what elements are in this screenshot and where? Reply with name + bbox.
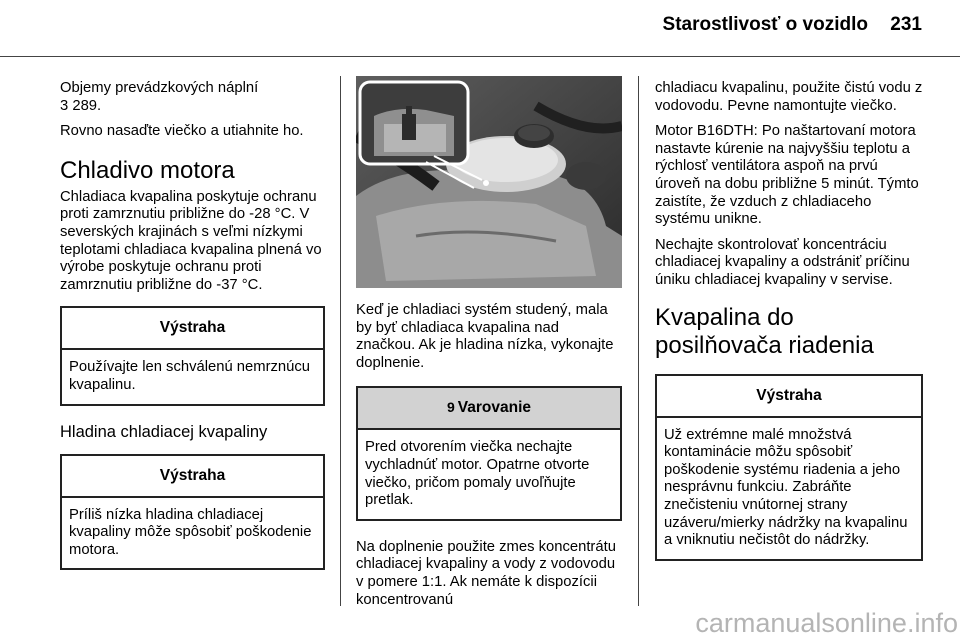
warning-box-cap	[356, 386, 622, 520]
caution-box-title: Výstraha	[62, 456, 323, 498]
caution-box-text: Už extrémne malé množstvá kontaminácie môžu spôsobiť poškodenie systému riadenia a jeho nesprávnu funkciu. Zabráňte znečisteniu vnútornej strany uzáveru/mierky nádržky na kvapalinu a vniknutiu nečistôt do nádržky.	[664, 426, 908, 549]
header-divider	[0, 56, 960, 57]
page-number: 231	[890, 14, 922, 35]
intro-paragraph-1	[60, 80, 325, 115]
caution-box-low-level	[60, 454, 325, 571]
concentration-check: Nechajte skontrolovať koncentráciu chladiacej kvapaliny a odstrániť príčinu úniku chladiacej kvapaliny v servise.	[655, 236, 910, 288]
intro-text: Objemy prevádzkových náplní	[60, 80, 259, 96]
engine-bay-photo	[356, 76, 622, 288]
coolant-description: Chladiaca kvapalina poskytuje ochranu proti zamrznutiu približne do -28 °C. V severských krajinách s veľmi nízkymi teplotami chladiaca kvapalina plnená vo výrobe poskytuje ochranu proti zamrznutiu približne do -37 °C.	[60, 188, 322, 293]
caution-box-text: Používajte len schválenú nemrznúcu kvapalinu.	[69, 359, 310, 393]
warning-box-heading: Varovanie	[457, 399, 532, 417]
caution-box-antifreeze	[60, 306, 325, 405]
column-middle	[356, 76, 622, 617]
caution-box-title: Výstraha	[62, 308, 323, 350]
caution-box-steering	[655, 374, 923, 561]
column-left	[60, 80, 325, 580]
page-header-title: Starostlivosť o vozidlo	[662, 14, 868, 35]
column-right	[655, 80, 923, 571]
section-title-coolant: Chladivo motora	[60, 156, 235, 184]
column-divider-2	[638, 76, 639, 606]
caution-box-text: Príliš nízka hladina chladiacej kvapaliny môže spôsobiť poškodenie motora.	[69, 506, 312, 558]
caution-box-title: Výstraha	[657, 376, 921, 418]
watermark: carmanualsonline.info	[695, 608, 958, 638]
warning-triangle-icon: 9	[446, 399, 455, 416]
subsection-title-coolant-level: Hladina chladiacej kvapaliny	[60, 422, 268, 441]
section-title-power-steering: Kvapalina do posilňovača riadenia	[655, 303, 874, 359]
column-divider-1	[340, 76, 341, 606]
mixing-instructions: Na doplnenie použite zmes koncentrátu chladiacej kvapaliny a vody z vodovodu v pomere 1:1. Ak nemáte k dispozícii koncentrovanú	[356, 538, 616, 608]
warning-box-title	[358, 388, 620, 430]
page-reference-link[interactable]: 3 289.	[60, 97, 102, 114]
refill-continuation: chladiacu kvapalinu, použite čistú vodu z vodovodu. Pevne namontujte viečko.	[655, 80, 923, 114]
warning-box-text: Pred otvorením viečka nechajte vychladnúť motor. Opatrne otvorte viečko, pričom pomaly uvoľňujte pretlak.	[365, 439, 590, 509]
photo-caption: Keď je chladiaci systém studený, mala by byť chladiaca kvapalina nad značkou. Ak je hladina nízka, vykonajte doplnenie.	[356, 302, 614, 371]
intro-paragraph-2: Rovno nasaďte viečko a utiahnite ho.	[60, 123, 304, 140]
b16dth-instructions: Motor B16DTH: Po naštartovaní motora nastavte kúrenie na najvyššiu teplotu a rýchlosť ventilátora aspoň na prvú úroveň na dobu približne 5 minút. Týmto zaistíte, že vzduch z chladiaceho systému unikne.	[655, 123, 919, 228]
